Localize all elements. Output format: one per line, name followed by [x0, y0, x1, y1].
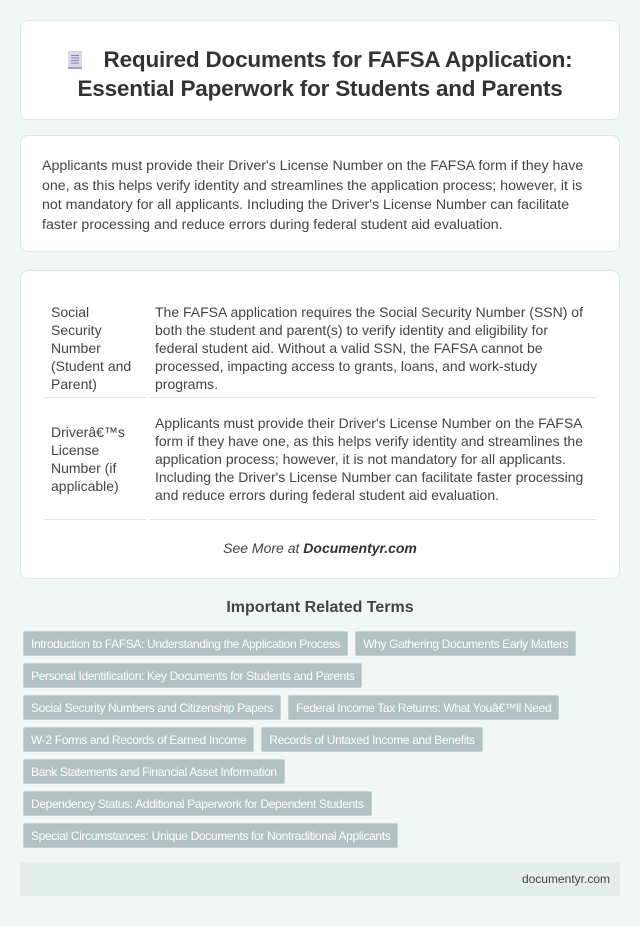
related-term-tag[interactable]: Bank Statements and Financial Asset Information [23, 759, 285, 784]
see-more-link[interactable] [21, 540, 619, 556]
row-description: The FAFSA application requires the Social Security Number (SSN) of both the student and parent(s) to verify identity and eligibility for federal student aid. Without a valid SSN, the FAFSA cannot be processed, impacting access to grants, loans, and work-study programs. [149, 299, 597, 398]
related-term-tag[interactable]: W-2 Forms and Records of Earned Income [23, 727, 254, 752]
related-term-tag[interactable]: Records of Untaxed Income and Benefits [261, 727, 483, 752]
related-term-tag[interactable]: Social Security Numbers and Citizenship Papers [23, 695, 281, 720]
table-row [45, 299, 597, 398]
summary-card [20, 135, 620, 252]
row-description: Applicants must provide their Driver's License Number on the FAFSA form if they have one, as this helps verify identity and streamlines the application process; however, it is not mandatory for all applicants. Including the Driver's License Number can facilitate faster processing and reduce errors during federal student aid evaluation. [149, 398, 597, 520]
related-term-tag[interactable]: Introduction to FAFSA: Understanding the Application Process [23, 631, 348, 656]
title-card [20, 20, 620, 120]
related-terms-list [23, 631, 613, 848]
page-title [21, 45, 619, 103]
table-row [45, 398, 597, 520]
related-term-tag[interactable]: Special Circumstances: Unique Documents for Nontraditional Applicants [23, 823, 398, 848]
row-label: Driverâ€™s License Number (if applicable) [45, 398, 147, 520]
see-more-prefix: See More at [223, 540, 304, 556]
related-term-tag[interactable]: Dependency Status: Additional Paperwork for Dependent Students [23, 791, 372, 816]
related-term-tag[interactable]: Why Gathering Documents Early Matters [355, 631, 576, 656]
see-more-site[interactable]: Documentyr.com [303, 540, 417, 556]
related-term-tag[interactable]: Personal Identification: Key Documents for Students and Parents [23, 663, 362, 688]
summary-text: Applicants must provide their Driver's License Number on the FAFSA form if they have one, as this helps verify identity and streamlines the application process; however, it is not mandatory for all applicants. Including the Driver's License Number can facilitate faster processing and reduce errors during federal student aid evaluation. [42, 158, 584, 233]
page-title-text: Required Documents for FAFSA Application: Essential Paperwork for Students and Parents [77, 47, 573, 101]
row-label: Social Security Number (Student and Parent) [45, 299, 147, 398]
footer-site-link[interactable]: documentyr.com [521, 872, 610, 886]
documents-table-card [20, 270, 620, 579]
document-icon [68, 51, 82, 69]
related-terms-heading: Important Related Terms [226, 599, 414, 616]
footer [20, 862, 620, 896]
related-term-tag[interactable]: Federal Income Tax Returns: What Youâ€™ll Need [288, 695, 559, 720]
documents-table [43, 299, 599, 520]
